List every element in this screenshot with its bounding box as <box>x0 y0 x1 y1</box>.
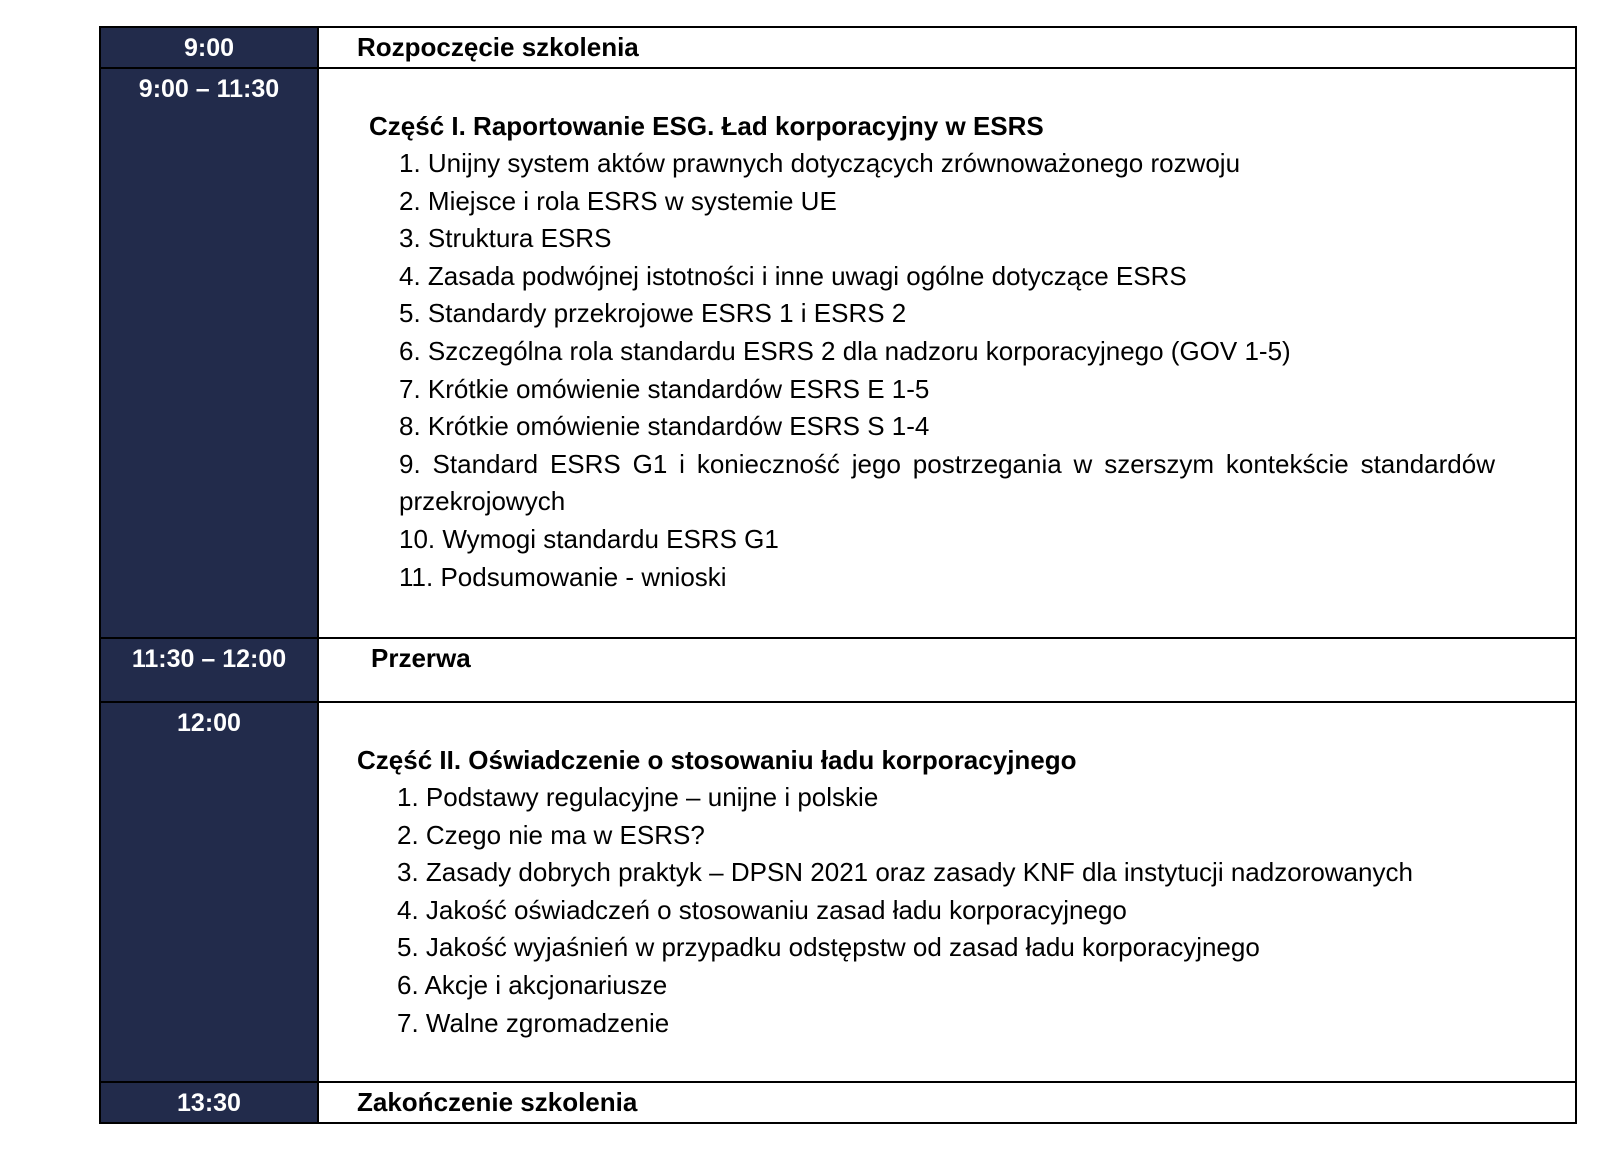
list-item: 5. Jakość wyjaśnień w przypadku odstępstw od zasad ładu korporacyjnego <box>397 932 1260 963</box>
time-cell <box>100 638 318 702</box>
time-label: 9:00 – 11:30 <box>138 75 280 103</box>
time-label: 12:00 <box>177 709 241 737</box>
time-cell <box>100 1082 318 1123</box>
session-title: Przerwa <box>371 643 471 673</box>
time-cell <box>100 702 318 1082</box>
list-item: 6. Szczególna rola standardu ESRS 2 dla nadzoru korporacyjnego (GOV 1-5) <box>399 335 1291 366</box>
list-item: 1. Podstawy regulacyjne – unijne i polskie <box>397 782 879 812</box>
content-cell <box>318 68 1576 638</box>
topic-list <box>369 145 1495 596</box>
list-item: 3. Zasady dobrych praktyk – DPSN 2021 oraz zasady KNF dla instytucji nadzorowanych <box>397 857 1413 888</box>
list-item: 1. Unijny system aktów prawnych dotyczących zrównoważonego rozwoju <box>399 148 1241 178</box>
session-title: Zakończenie szkolenia <box>357 1087 638 1117</box>
list-item: 5. Standardy przekrojowe ESRS 1 i ESRS 2 <box>399 298 907 329</box>
list-item: 4. Zasada podwójnej istotności i inne uwagi ogólne dotyczące ESRS <box>399 260 1187 291</box>
list-item: 7. Krótkie omówienie standardów ESRS E 1-5 <box>399 373 930 404</box>
time-cell <box>100 27 318 68</box>
list-item: 11. Podsumowanie - wnioski <box>399 561 727 592</box>
time-label: 11:30 – 12:00 <box>131 645 287 673</box>
agenda-row-break <box>100 638 1576 702</box>
list-item: 4. Jakość oświadczeń o stosowaniu zasad ładu korporacyjnego <box>397 894 1127 925</box>
content-cell <box>318 1082 1576 1123</box>
agenda-row-start <box>100 27 1576 68</box>
list-item: 2. Miejsce i rola ESRS w systemie UE <box>399 185 837 216</box>
list-item: 8. Krótkie omówienie standardów ESRS S 1-4 <box>399 411 930 442</box>
agenda-row-end <box>100 1082 1576 1123</box>
time-cell <box>100 68 318 638</box>
list-item: 3. Struktura ESRS <box>399 223 612 254</box>
topic-list <box>357 779 1495 1042</box>
content-cell <box>318 27 1576 68</box>
agenda-row-part-2 <box>100 702 1576 1082</box>
session-title: Rozpoczęcie szkolenia <box>357 32 639 62</box>
section-block <box>319 69 1575 596</box>
time-label: 13:30 <box>177 1089 241 1117</box>
agenda-row-part-1 <box>100 68 1576 638</box>
list-item: 7. Walne zgromadzenie <box>397 1007 670 1038</box>
agenda-table <box>99 26 1577 1124</box>
list-item: 2. Czego nie ma w ESRS? <box>397 819 705 850</box>
list-item: 9. Standard ESRS G1 i konieczność jego postrzegania w szerszym kontekście standardów przekrojowych <box>399 448 1495 517</box>
section-title: Część II. Oświadczenie o stosowaniu ładu korporacyjnego <box>357 745 1077 775</box>
content-cell <box>318 638 1576 702</box>
time-label: 9:00 <box>183 34 235 62</box>
section-block <box>319 703 1575 1042</box>
list-item: 6. Akcje i akcjonariusze <box>397 969 668 1000</box>
section-title: Część I. Raportowanie ESG. Ład korporacyjny w ESRS <box>369 111 1044 141</box>
content-cell <box>318 702 1576 1082</box>
list-item: 10. Wymogi standardu ESRS G1 <box>399 523 779 554</box>
